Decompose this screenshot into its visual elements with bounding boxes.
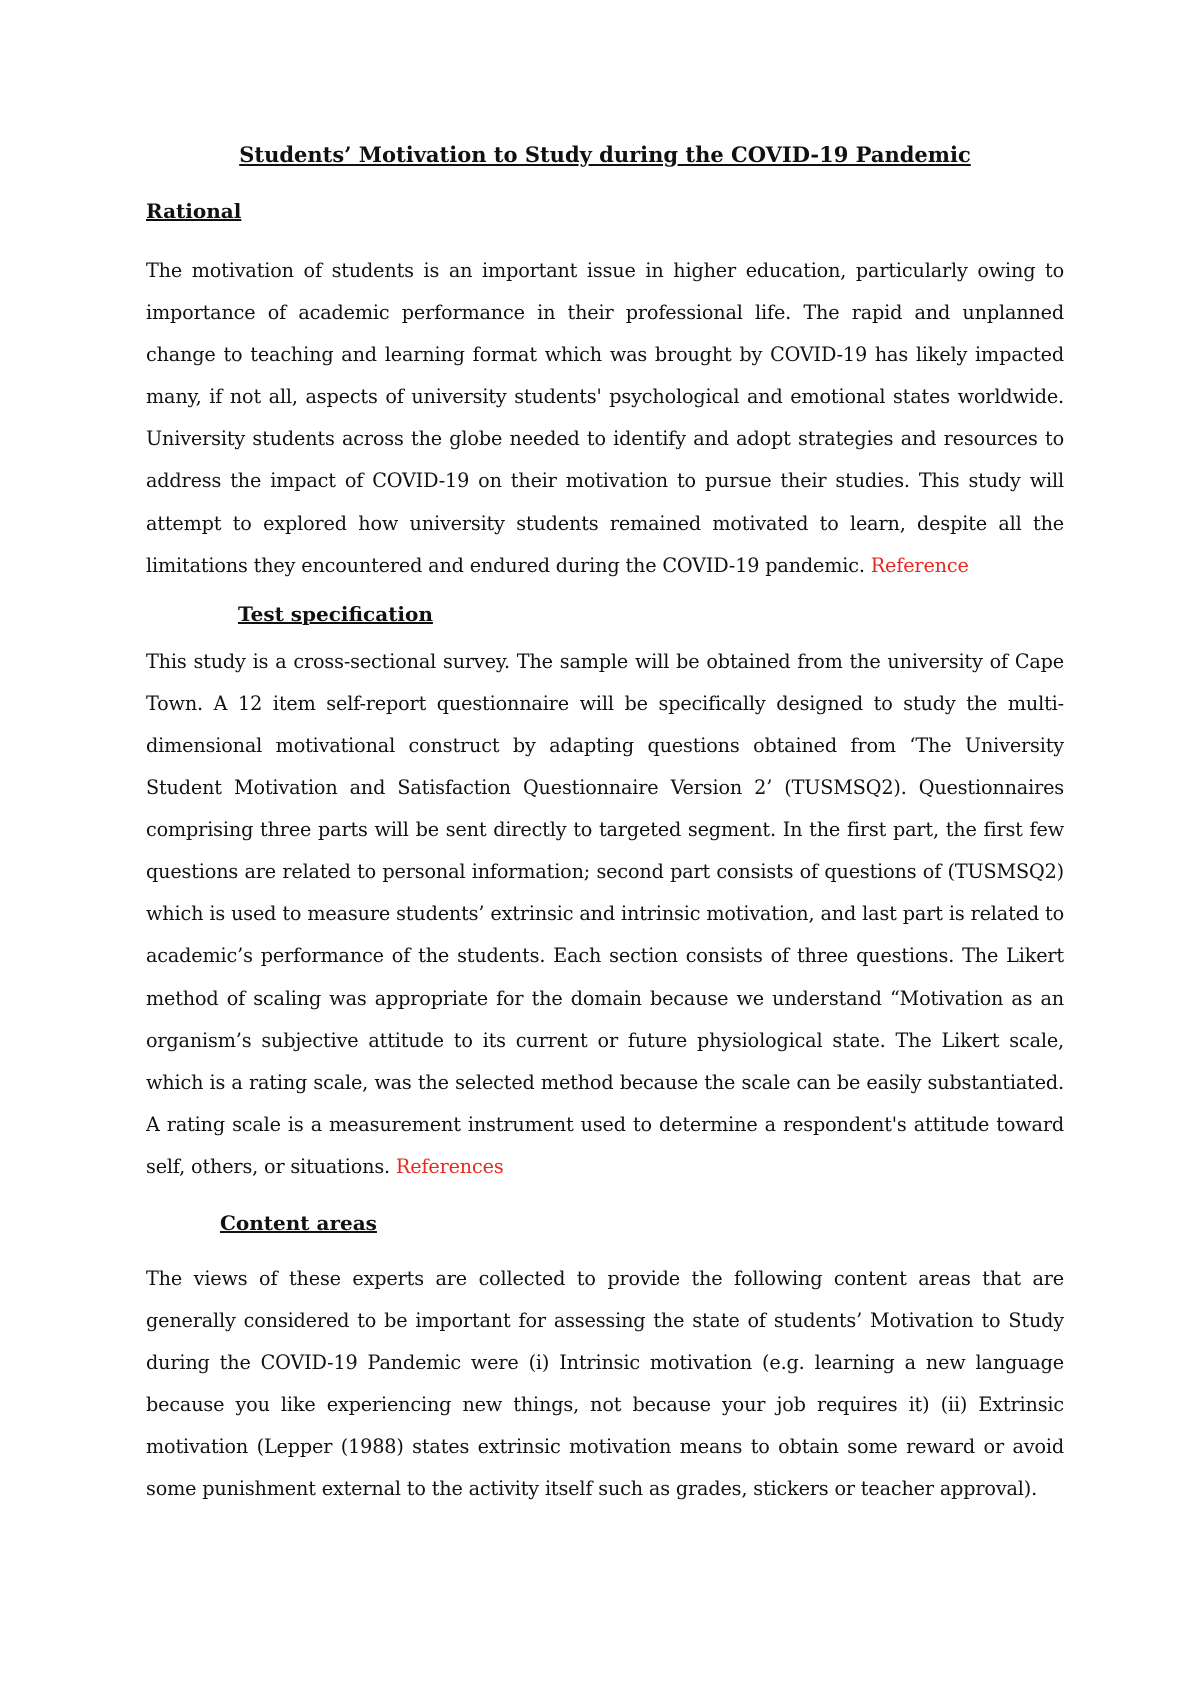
section-text-rational: The motivation of students is an important issue in higher education, particularly owing to importance of academic performance in their professional life. The rapid and unplanned change to teaching and learning format which was brought by COVID-19 has likely impacted many, if not all, aspects of university students' psychological and emotional states worldwide. University students across the globe needed to identify and adopt strategies and resources to address the impact of COVID-19 on their motivation to pursue their studies. This study will attempt to explored how university students remained motivated to learn, despite all the limitations they encountered and endured during the COVID-19 pandemic. <box>146 259 1064 577</box>
section-heading-rational: Rational <box>146 199 242 223</box>
section-text-content-areas: The views of these experts are collected to provide the following content areas that are generally considered to be important for assessing the state of students’ Motivation to Study during the COVID-19 Pandemic were (i) Intrinsic motivation (e.g. learning a new language because you like experiencing new things, not because your job requires it) (ii) Extrinsic motivation (Lepper (1988) states extrinsic motivation means to obtain some reward or avoid some punishment external to the activity itself such as grades, stickers or teacher approval). <box>146 1266 1064 1501</box>
section-content-areas <box>146 1208 1064 1511</box>
section-body-content-areas <box>146 1258 1064 1511</box>
section-body-test-specification <box>146 641 1064 1188</box>
document-title: Students’ Motivation to Study during the COVID-19 Pandemic <box>239 142 971 167</box>
section-text-test-specification: This study is a cross-sectional survey. The sample will be obtained from the university of Cape Town. A 12 item self-report questionnaire will be specifically designed to study the multi-dimensional motivational construct by adapting questions obtained from ‘The University Student Motivation and Satisfaction Questionnaire Version 2’ (TUSMSQ2). Questionnaires comprising three parts will be sent directly to targeted segment. In the first part, the first few questions are related to personal information; second part consists of questions of (TUSMSQ2) which is used to measure students’ extrinsic and intrinsic motivation, and last part is related to academic’s performance of the students. Each section consists of three questions. The Likert method of scaling was appropriate for the domain because we understand “Motivation as an organism’s subjective attitude to its current or future physiological state. The Likert scale, which is a rating scale, was the selected method because the scale can be easily substantiated. A rating scale is a measurement instrument used to determine a respondent's attitude toward self, others, or situations. <box>146 649 1064 1178</box>
reference-link[interactable]: Reference <box>870 553 969 577</box>
section-heading-test-specification: Test specification <box>238 601 433 626</box>
references-link[interactable]: References <box>395 1154 504 1178</box>
document-content <box>146 140 1064 1511</box>
section-heading-content-areas: Content areas <box>220 1210 377 1235</box>
section-rational <box>146 196 1064 587</box>
section-body-rational <box>146 250 1064 587</box>
section-test-specification <box>146 599 1064 1188</box>
